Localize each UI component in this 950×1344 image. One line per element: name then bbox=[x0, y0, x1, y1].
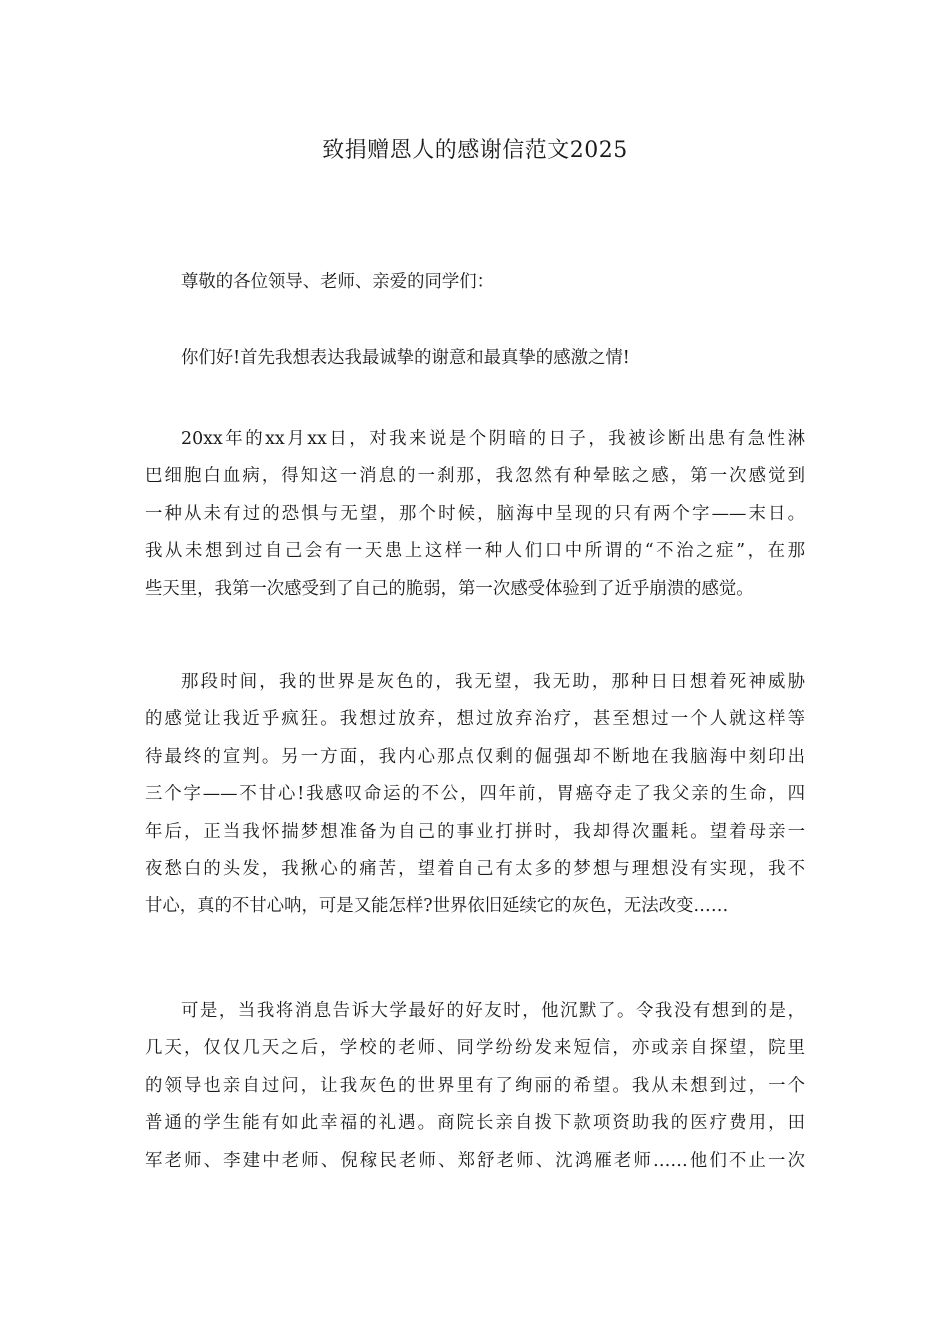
paragraph-line: 尊敬的各位领导、老师、亲爱的同学们： bbox=[181, 272, 495, 292]
document-title: 致捐赠恩人的感谢信范文2025 bbox=[322, 138, 628, 163]
paragraph-line: 的领导也亲自过问，让我灰色的世界里有了绚丽的希望。我从未想到过，一个 bbox=[145, 1075, 805, 1096]
paragraph-line: 甘心，真的不甘心呐，可是又能怎样?世界依旧延续它的灰色，无法改变…… bbox=[145, 896, 729, 917]
paragraph-greeting bbox=[145, 340, 805, 377]
paragraph-line: 你们好!首先我想表达我最诚挚的谢意和最真挚的感激之情! bbox=[181, 348, 630, 368]
paragraph-line: 可是，当我将消息告诉大学最好的好友时，他沉默了。令我没有想到的是， bbox=[181, 1001, 805, 1021]
paragraph-line: 的感觉让我近乎疯狂。我想过放弃，想过放弃治疗，甚至想过一个人就这样等 bbox=[145, 709, 805, 730]
paragraph-line: 普通的学生能有如此幸福的礼遇。商院长亲自拨下款项资助我的医疗费用，田 bbox=[145, 1113, 805, 1134]
paragraph-line: 一种从未有过的恐惧与无望，那个时候，脑海中呈现的只有两个字——末日。 bbox=[145, 503, 805, 524]
paragraph-line: 三个字——不甘心!我感叹命运的不公，四年前，胃癌夺走了我父亲的生命，四 bbox=[145, 784, 805, 805]
paragraph-line: 20xx年的xx月xx日，对我来说是个阴暗的日子，我被诊断出患有急性淋 bbox=[181, 429, 805, 449]
paragraph-line: 些天里，我第一次感受到了自己的脆弱，第一次感受体验到了近乎崩溃的感觉。 bbox=[145, 578, 754, 599]
paragraph-line: 年后，正当我怀揣梦想准备为自己的事业打拼时，我却得次噩耗。望着母亲一 bbox=[145, 821, 805, 842]
paragraph-line: 待最终的宣判。另一方面，我内心那点仅剩的倔强却不断地在我脑海中刻印出 bbox=[145, 746, 805, 767]
paragraph-line: 巴细胞白血病，得知这一消息的一刹那，我忽然有种晕眩之感，第一次感觉到 bbox=[145, 466, 805, 487]
paragraph-hope bbox=[145, 993, 805, 1180]
paragraph-line: 那段时间，我的世界是灰色的，我无望，我无助，那种日日想着死神威胁 bbox=[181, 672, 805, 692]
paragraph-line: 几天，仅仅几天之后，学校的老师、同学纷纷发来短信，亦或亲自探望，院里 bbox=[145, 1038, 805, 1059]
paragraph-despair bbox=[145, 664, 805, 926]
paragraph-line: 我从未想到过自己会有一天患上这样一种人们口中所谓的“不治之症”，在那 bbox=[145, 541, 805, 562]
paragraph-line: 军老师、李建中老师、倪稼民老师、郑舒老师、沈鸿雁老师……他们不止一次 bbox=[145, 1150, 805, 1171]
paragraph-line: 夜愁白的头发，我揪心的痛苦，望着自己有太多的梦想与理想没有实现，我不 bbox=[145, 859, 805, 880]
paragraph-salutation bbox=[145, 264, 805, 301]
paragraph-diagnosis bbox=[145, 421, 805, 608]
